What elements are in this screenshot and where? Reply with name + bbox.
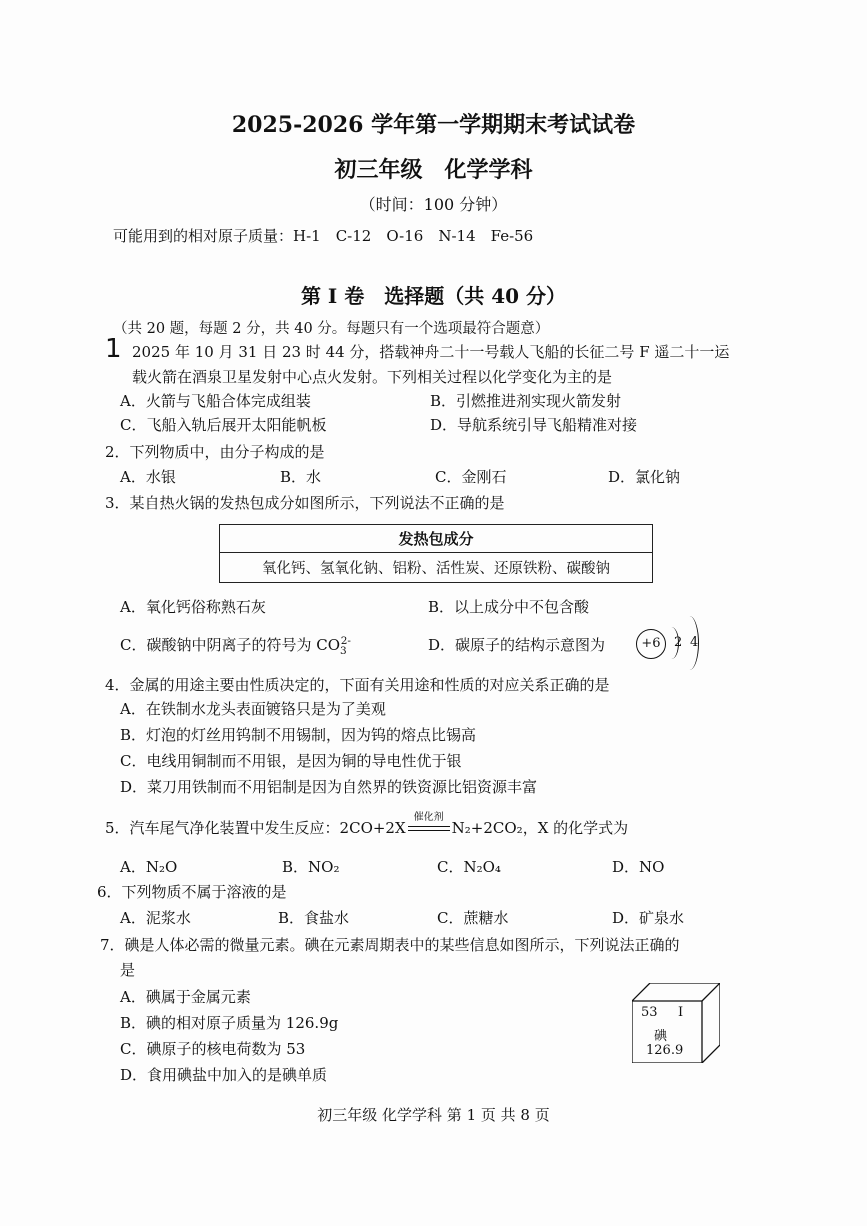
q6-option-c: C．蔗糖水 xyxy=(437,909,509,927)
q6-option-b: B．食盐水 xyxy=(278,909,350,927)
q2-stem: 2．下列物质中，由分子构成的是 xyxy=(105,443,325,461)
atomic-masses: 可能用到的相对原子质量：H-1 C-12 O-16 N-14 Fe-56 xyxy=(113,227,534,245)
q7-option-c: C．碘原子的核电荷数为 53 xyxy=(120,1040,306,1058)
q7-option-d: D．食用碘盐中加入的是碘单质 xyxy=(120,1066,328,1084)
element-atomic-mass: 126.9 xyxy=(646,1043,684,1058)
q6-stem: 6．下列物质不属于溶液的是 xyxy=(97,883,287,901)
shell-2-count: 4 xyxy=(690,635,699,650)
q5-option-d: D．NO xyxy=(612,858,665,876)
section-title: 第 I 卷 选择题（共 40 分） xyxy=(300,284,567,308)
q2-option-b: B．水 xyxy=(280,468,322,486)
q2-option-d: D．氯化钠 xyxy=(608,468,681,486)
heat-pack-table-content: 氧化钙、氢氧化钠、铝粉、活性炭、还原铁粉、碳酸钠 xyxy=(262,561,610,577)
q4-stem: 4．金属的用途主要由性质决定的，下面有关用途和性质的对应关系正确的是 xyxy=(105,676,610,694)
q5-stem-pre: 5．汽车尾气净化装置中发生反应：2CO+2X xyxy=(105,819,406,837)
q1-number: 1 xyxy=(105,334,122,364)
q7-option-a: A．碘属于金属元素 xyxy=(120,988,251,1006)
q1-option-d: D．导航系统引导飞船精准对接 xyxy=(430,416,638,434)
q7-stem-line2: 是 xyxy=(120,961,136,979)
q3-option-c-sup: 2- xyxy=(340,635,351,647)
q5-catalyst-label: 催化剂 xyxy=(413,812,444,823)
q4-option-d: D．菜刀用铁制而不用铝制是因为自然界的铁资源比铝资源丰富 xyxy=(120,778,538,796)
q5-stem-post: N₂+2CO₂，X 的化学式为 xyxy=(451,819,629,837)
q2-option-c: C．金刚石 xyxy=(435,468,507,486)
grade-subject: 初三年级 化学学科 xyxy=(334,157,533,183)
q1-stem-line2: 载火箭在酒泉卫星发射中心点火发射。下列相关过程以化学变化为主的是 xyxy=(132,368,613,386)
q6-option-a: A．泥浆水 xyxy=(120,909,191,927)
shell-1-count: 2 xyxy=(674,635,683,650)
q3-stem: 3．某自热火锅的发热包成分如图所示，下列说法不正确的是 xyxy=(105,494,505,512)
q5-equals-line-top xyxy=(408,826,450,827)
q7-option-b: B．碘的相对原子质量为 126.9g xyxy=(120,1014,339,1032)
heat-pack-table-header: 发热包成分 xyxy=(220,525,652,553)
q3-option-c-text: C．碳酸钠中阴离子的符号为 CO xyxy=(120,636,341,654)
q2-option-a: A．水银 xyxy=(120,468,176,486)
iodine-element-cell xyxy=(632,983,720,1063)
q5-option-a: A．N₂O xyxy=(120,858,178,876)
q3-option-d: D．碳原子的结构示意图为 xyxy=(428,636,606,654)
element-name: 碘 xyxy=(654,1029,668,1044)
q5-arrow xyxy=(408,812,450,836)
q3-option-c-sub: 3 xyxy=(340,645,347,657)
q1-option-c: C．飞船入轨后展开太阳能帆板 xyxy=(120,416,327,434)
q7-stem-line1: 7．碘是人体必需的微量元素。碘在元素周期表中的某些信息如图所示，下列说法正确的 xyxy=(100,936,680,954)
element-atomic-number: 53 xyxy=(641,1005,658,1020)
q4-option-a: A．在铁制水龙头表面镀铬只是为了美观 xyxy=(120,700,386,718)
q5-option-b: B．NO₂ xyxy=(282,858,340,876)
carbon-nucleus: +6 xyxy=(636,629,666,659)
exam-time: （时间：100 分钟） xyxy=(359,195,508,214)
q5-equals-line-bottom xyxy=(408,830,450,831)
page-footer: 初三年级 化学学科 第 1 页 共 8 页 xyxy=(317,1106,550,1124)
q1-stem-line1: 2025 年 10 月 31 日 23 时 44 分，搭载神舟二十一号载人飞船的长征二号 F 遥二十一运 xyxy=(132,343,730,361)
q6-option-d: D．矿泉水 xyxy=(612,909,685,927)
q1-option-a: A．火箭与飞船合体完成组装 xyxy=(120,392,311,410)
q5-option-c: C．N₂O₄ xyxy=(437,858,501,876)
heat-pack-table xyxy=(219,524,653,583)
q3-option-b: B．以上成分中不包含酸 xyxy=(428,598,590,616)
exam-title: 2025-2026 学年第一学期期末考试试卷 xyxy=(231,112,636,138)
q4-option-b: B．灯泡的灯丝用钨制不用锡制，因为钨的熔点比锡高 xyxy=(120,726,477,744)
element-symbol: I xyxy=(678,1005,684,1020)
q5-stem xyxy=(105,812,629,838)
q3-option-c xyxy=(120,634,351,657)
q4-option-c: C．电线用铜制而不用银，是因为铜的导电性优于银 xyxy=(120,752,462,770)
q3-option-a: A．氧化钙俗称熟石灰 xyxy=(120,598,266,616)
section-note: （共 20 题，每题 2 分，共 40 分。每题只有一个选项最符合题意） xyxy=(113,321,550,337)
q1-option-b: B．引燃推进剂实现火箭发射 xyxy=(430,392,622,410)
